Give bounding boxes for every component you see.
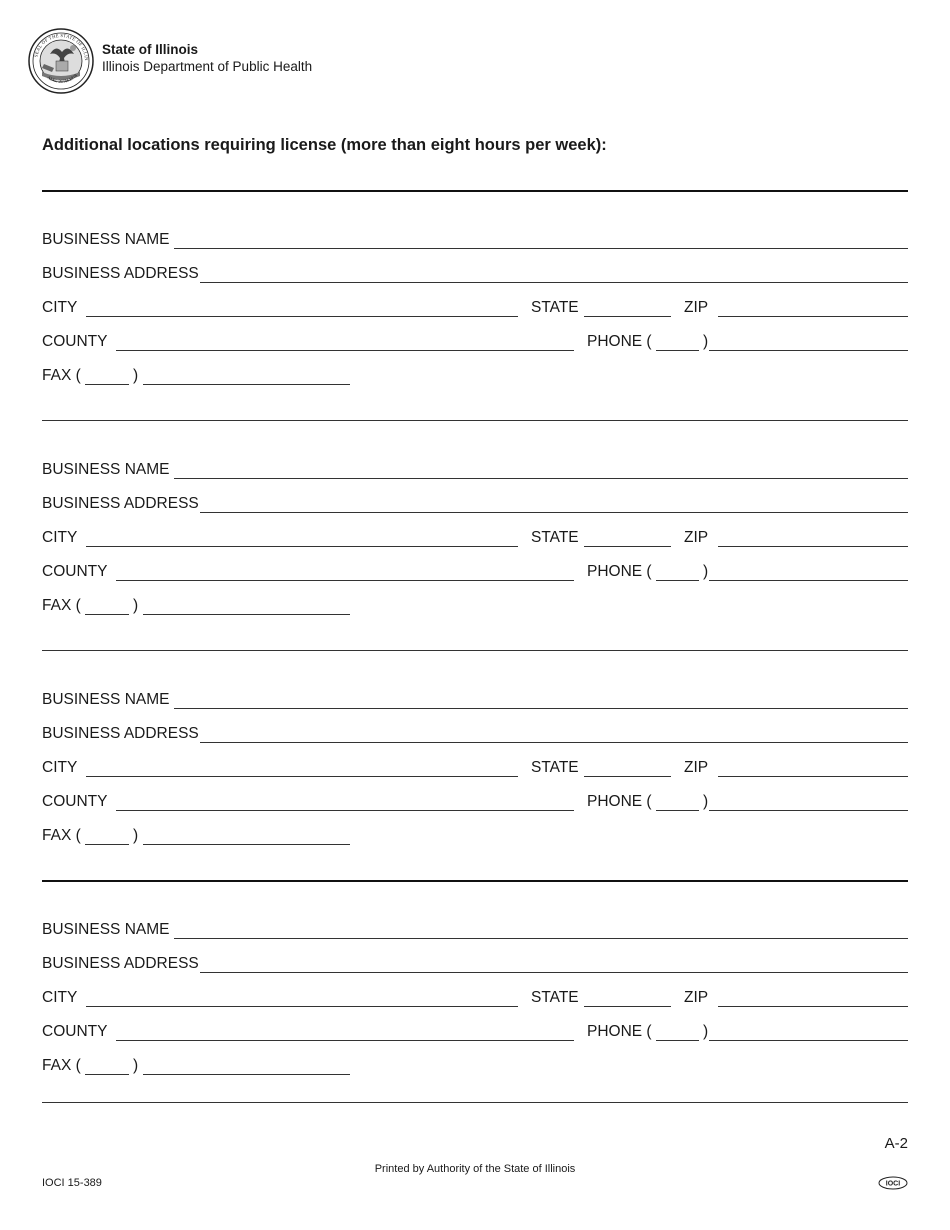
zip-label: ZIP (684, 989, 709, 1006)
business-address-row (42, 264, 908, 284)
phone-field[interactable] (709, 810, 908, 811)
svg-text:SEAL OF THE STATE OF ILLINOIS: SEAL OF THE STATE OF ILLIN (33, 32, 90, 61)
county-field[interactable] (116, 810, 574, 811)
city-label: CITY (42, 299, 78, 316)
phone-area-code-field[interactable] (656, 580, 699, 581)
business-address-row (42, 724, 908, 744)
business-name-label: BUSINESS NAME (42, 921, 170, 938)
zip-field[interactable] (718, 316, 908, 317)
business-name-label: BUSINESS NAME (42, 231, 170, 248)
business-name-row (42, 460, 908, 480)
county-phone-row (42, 1022, 908, 1042)
fax-row (42, 366, 908, 386)
city-label: CITY (42, 529, 78, 546)
zip-label: ZIP (684, 759, 709, 776)
county-field[interactable] (116, 1040, 574, 1041)
business-address-field[interactable] (200, 972, 908, 973)
fax-row (42, 596, 908, 616)
business-name-row (42, 230, 908, 250)
form-title: Additional locations requiring license (more than eight hours per week): (42, 136, 607, 154)
section-divider (42, 650, 908, 651)
location-section (42, 690, 908, 870)
city-field[interactable] (86, 776, 518, 777)
zip-label: ZIP (684, 299, 709, 316)
business-name-row (42, 920, 908, 940)
union-bug-logo (878, 1176, 908, 1190)
svg-text:IOCI: IOCI (885, 1180, 901, 1188)
fax-area-code-field[interactable] (85, 1074, 129, 1075)
county-phone-row (42, 562, 908, 582)
phone-label: PHONE ( (587, 1023, 652, 1040)
fax-close-paren: ) (133, 827, 139, 844)
state-seal-logo (28, 28, 94, 94)
phone-close-paren: ) (703, 1023, 709, 1040)
phone-area-code-field[interactable] (656, 810, 699, 811)
fax-label: FAX ( (42, 1057, 81, 1074)
fax-field[interactable] (143, 844, 350, 845)
fax-close-paren: ) (133, 1057, 139, 1074)
phone-field[interactable] (709, 580, 908, 581)
printed-by-authority: Printed by Authority of the State of Illinois (374, 1163, 576, 1175)
state-label: STATE (531, 299, 579, 316)
page-id: A-2 (884, 1135, 908, 1152)
county-label: COUNTY (42, 333, 108, 350)
business-address-label: BUSINESS ADDRESS (42, 725, 199, 742)
department-name: Illinois Department of Public Health (102, 59, 313, 74)
fax-label: FAX ( (42, 827, 81, 844)
fax-row (42, 826, 908, 846)
phone-field[interactable] (709, 1040, 908, 1041)
city-field[interactable] (86, 546, 518, 547)
fax-field[interactable] (143, 614, 350, 615)
county-label: COUNTY (42, 1023, 108, 1040)
svg-text:AUG. 26TH 1818: AUG. 26TH 1818 (46, 72, 79, 84)
city-field[interactable] (86, 1006, 518, 1007)
zip-field[interactable] (718, 1006, 908, 1007)
zip-label: ZIP (684, 529, 709, 546)
business-address-row (42, 954, 908, 974)
city-state-zip-row (42, 988, 908, 1008)
fax-label: FAX ( (42, 597, 81, 614)
state-label: STATE (531, 989, 579, 1006)
fax-area-code-field[interactable] (85, 614, 129, 615)
location-section (42, 460, 908, 640)
city-state-zip-row (42, 298, 908, 318)
fax-close-paren: ) (133, 597, 139, 614)
phone-area-code-field[interactable] (656, 350, 699, 351)
fax-area-code-field[interactable] (85, 844, 129, 845)
phone-area-code-field[interactable] (656, 1040, 699, 1041)
fax-close-paren: ) (133, 367, 139, 384)
location-section (42, 920, 908, 1100)
business-name-field[interactable] (174, 478, 908, 479)
phone-close-paren: ) (703, 793, 709, 810)
county-phone-row (42, 792, 908, 812)
fax-field[interactable] (143, 384, 350, 385)
business-name-label: BUSINESS NAME (42, 461, 170, 478)
business-address-field[interactable] (200, 512, 908, 513)
state-field[interactable] (584, 546, 671, 547)
section-divider (42, 880, 908, 882)
business-name-label: BUSINESS NAME (42, 691, 170, 708)
fax-area-code-field[interactable] (85, 384, 129, 385)
business-name-row (42, 690, 908, 710)
agency-block (102, 41, 312, 75)
form-number: IOCI 15-389 (42, 1177, 102, 1189)
location-section (42, 230, 908, 410)
county-label: COUNTY (42, 793, 108, 810)
state-label: STATE (531, 759, 579, 776)
section-divider (42, 190, 908, 192)
state-field[interactable] (584, 316, 671, 317)
business-address-label: BUSINESS ADDRESS (42, 265, 199, 282)
fax-label: FAX ( (42, 367, 81, 384)
business-name-field[interactable] (174, 938, 908, 939)
business-name-field[interactable] (174, 708, 908, 709)
phone-close-paren: ) (703, 563, 709, 580)
county-field[interactable] (116, 580, 574, 581)
phone-label: PHONE ( (587, 793, 652, 810)
fax-field[interactable] (143, 1074, 350, 1075)
business-name-field[interactable] (174, 248, 908, 249)
county-label: COUNTY (42, 563, 108, 580)
phone-close-paren: ) (703, 333, 709, 350)
phone-field[interactable] (709, 350, 908, 351)
business-address-label: BUSINESS ADDRESS (42, 955, 199, 972)
city-state-zip-row (42, 528, 908, 548)
phone-label: PHONE ( (587, 333, 652, 350)
phone-label: PHONE ( (587, 563, 652, 580)
zip-field[interactable] (718, 776, 908, 777)
city-field[interactable] (86, 316, 518, 317)
state-name: State of Illinois (102, 42, 199, 57)
state-field[interactable] (584, 776, 671, 777)
business-address-field[interactable] (200, 742, 908, 743)
section-divider (42, 420, 908, 421)
section-divider (42, 1102, 908, 1103)
zip-field[interactable] (718, 546, 908, 547)
city-label: CITY (42, 989, 78, 1006)
business-address-row (42, 494, 908, 514)
county-phone-row (42, 332, 908, 352)
city-state-zip-row (42, 758, 908, 778)
city-label: CITY (42, 759, 78, 776)
county-field[interactable] (116, 350, 574, 351)
fax-row (42, 1056, 908, 1076)
state-field[interactable] (584, 1006, 671, 1007)
state-label: STATE (531, 529, 579, 546)
business-address-label: BUSINESS ADDRESS (42, 495, 199, 512)
business-address-field[interactable] (200, 282, 908, 283)
